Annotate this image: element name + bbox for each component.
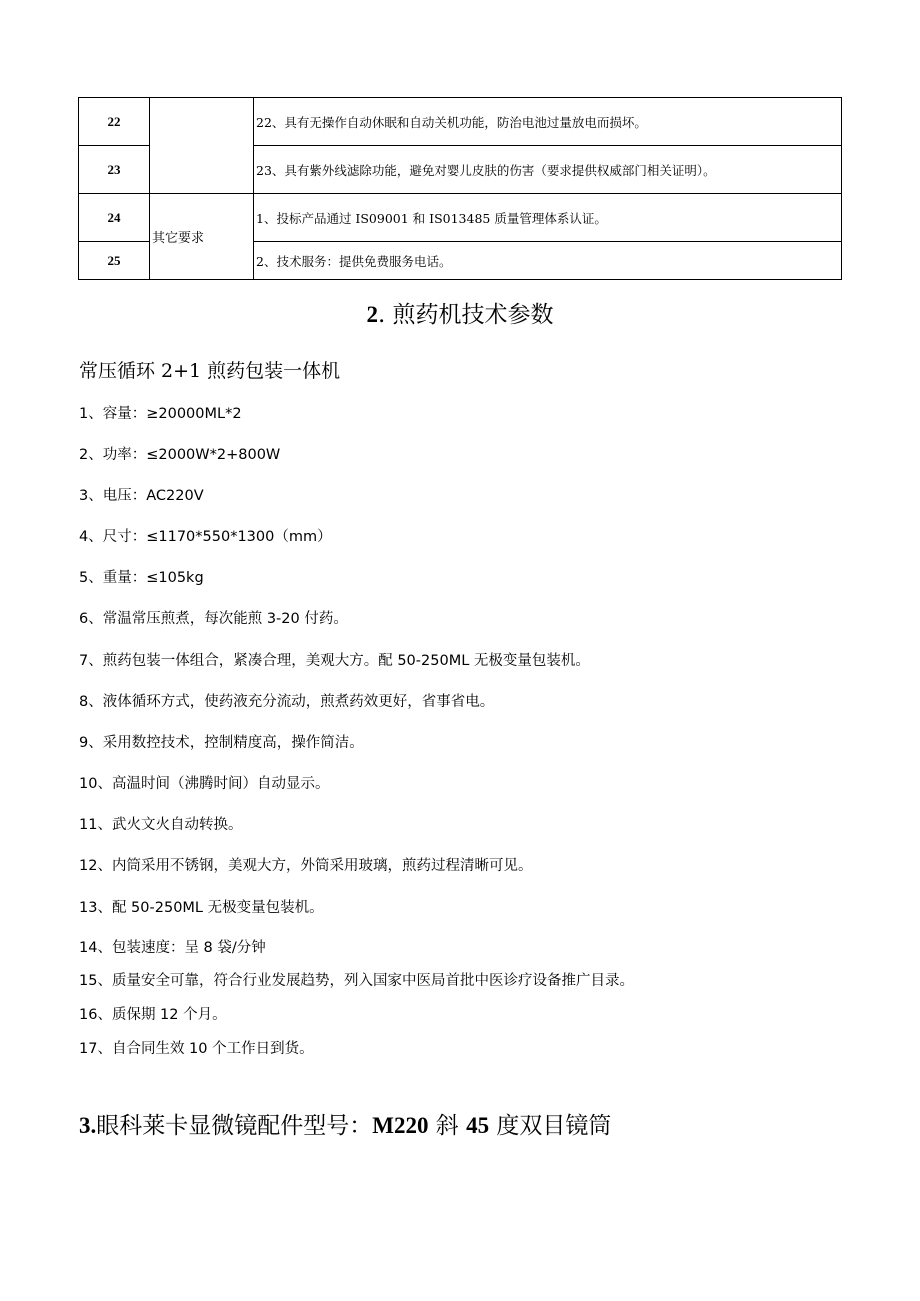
section2-heading: [0, 298, 920, 332]
table-row: [79, 98, 842, 146]
category-other: 其它要求: [150, 194, 254, 280]
spec-item: 4、尺寸：≤1170*550*1300（mm）: [79, 529, 332, 545]
row-number: 23: [79, 146, 150, 194]
spec-item: 17、自合同生效 10 个工作日到货。: [79, 1041, 314, 1057]
spec-item: 1、容量：≥20000ML*2: [79, 406, 242, 422]
spec-item: 15、质量安全可靠，符合行业发展趋势，列入国家中医局首批中医诊疗设备推广目录。: [79, 973, 634, 989]
requirement-text: 22、具有无操作自动休眠和自动关机功能，防治电池过量放电而损坏。: [254, 98, 842, 146]
section3-title-a: 眼科莱卡显微镜配件型号：: [96, 1113, 373, 1139]
section2-number: 2: [366, 302, 378, 327]
table-row: [79, 194, 842, 242]
row-number: 25: [79, 242, 150, 280]
spec-item: 14、包装速度：呈 8 袋/分钟: [79, 940, 266, 956]
section3-number: 3.: [79, 1113, 97, 1138]
spec-item: 13、配 50-250ML 无极变量包装机。: [79, 900, 324, 916]
spec-item: 16、质保期 12 个月。: [79, 1007, 227, 1023]
spec-item: 11、武火文火自动转换。: [79, 817, 243, 833]
spec-item: 3、电压：AC220V: [79, 488, 204, 504]
spec-item: 9、采用数控技术，控制精度高，操作简洁。: [79, 735, 364, 751]
section3-heading: [79, 1108, 611, 1144]
section2-subtitle: 常压循环 2+1 煎药包装一体机: [79, 360, 341, 382]
category-cell-empty: [150, 98, 254, 194]
row-number: 24: [79, 194, 150, 242]
spec-item: 7、煎药包装一体组合，紧凑合理，美观大方。配 50-250ML 无极变量包装机。: [79, 653, 590, 669]
spec-item: 8、液体循环方式，使药液充分流动，煎煮药效更好，省事省电。: [79, 694, 495, 710]
requirement-text: 1、投标产品通过 IS09001 和 IS013485 质量管理体系认证。: [254, 194, 842, 242]
spec-item: 2、功率：≤2000W*2+800W: [79, 447, 281, 463]
section3-model: M220: [372, 1113, 429, 1138]
requirement-text: 23、具有紫外线滤除功能，避免对婴儿皮肤的伤害（要求提供权威部门相关证明）。: [254, 146, 842, 194]
section3-title-c: 度双目镜筒: [489, 1113, 612, 1139]
row-number: 22: [79, 98, 150, 146]
section2-title: . 煎药机技术参数: [377, 302, 554, 328]
spec-item: 6、常温常压煎煮，每次能煎 3-20 付药。: [79, 611, 348, 627]
spec-item: 10、高温时间（沸腾时间）自动显示。: [79, 776, 330, 792]
spec-item: 5、重量：≤105kg: [79, 570, 204, 586]
section3-title-b: 斜: [428, 1113, 467, 1139]
spec-item: 12、内筒采用不锈钢，美观大方，外筒采用玻璃，煎药过程清晰可见。: [79, 858, 533, 874]
requirement-text: 2、技术服务：提供免费服务电话。: [254, 242, 842, 280]
spec-table: [78, 97, 842, 280]
section3-angle: 45: [466, 1113, 490, 1138]
